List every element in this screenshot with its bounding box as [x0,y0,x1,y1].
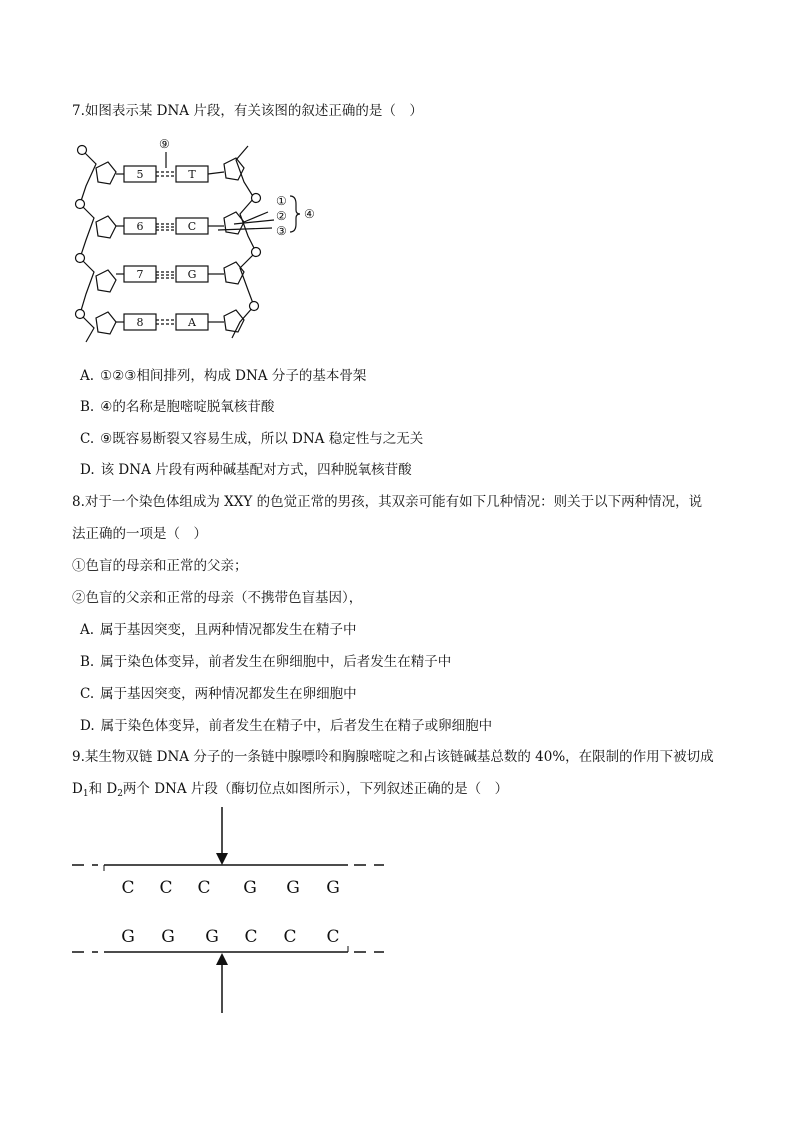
q7-option-d[interactable] [80,460,412,480]
q7-option-a-text: ①②③相间排列，构成 DNA 分子的基本骨架 [100,368,367,384]
q7-right-base-1: T [188,168,196,181]
q7-option-d-text: 该 DNA 片段有两种碱基配对方式，四种脱氧核苷酸 [100,462,412,478]
q7-left-base-2: 6 [136,220,144,233]
q7-label-3: ③ [276,224,287,238]
q8-option-a[interactable] [80,620,357,640]
q9-bottom-base-2: G [161,927,175,947]
q7-option-b-text: ④的名称是胞嘧啶脱氧核苷酸 [100,399,275,415]
q9-d1-sub: 1 [82,789,89,799]
q7-option-b-label: B. [80,399,95,415]
q7-stem: 7.如图表示某 DNA 片段，有关该图的叙述正确的是（ ） [72,103,423,119]
q8-stem-line2: 法正确的一项是（ ） [72,526,207,542]
q8-option-a-label: A. [80,622,95,638]
q7-left-base-3: 7 [136,268,144,281]
q7-option-d-label: D. [80,462,95,478]
q8-option-b[interactable] [80,652,451,672]
q9-bottom-base-1: G [121,927,135,947]
q7-option-a-label: A. [80,368,95,384]
q7-option-c[interactable] [80,429,423,449]
q9-bottom-base-3: G [205,927,219,947]
q7-label-2: ② [276,209,287,223]
q9-stem-rest: 两个 DNA 片段（酶切位点如图所示），下列叙述正确的是（ ） [122,781,509,797]
q7-option-c-label: C. [80,431,95,447]
q7-right-base-3: G [187,268,197,281]
q9-top-base-2: C [159,878,173,898]
q7-right-base-4: A [188,316,196,329]
q9-restriction-diagram [68,805,388,1015]
q8-option-a-text: 属于基因突变，且两种情况都发生在精子中 [100,622,357,638]
q8-option-c-text: 属于基因突变，两种情况都发生在卵细胞中 [100,686,357,702]
q7-label-1: ① [276,194,287,208]
q8-case-1: ①色盲的母亲和正常的父亲； [72,558,248,574]
q9-bottom-base-5: C [283,927,297,947]
q7-option-c-text: ⑨既容易断裂又容易生成，所以 DNA 稳定性与之无关 [100,431,424,447]
q7-right-base-2: C [187,220,197,233]
q8-option-d-text: 属于染色体变异，前者发生在精子中，后者发生在精子或卵细胞中 [100,718,493,734]
q8-option-b-text: 属于染色体变异，前者发生在卵细胞中，后者发生在精子中 [100,654,452,670]
q7-dna-diagram [68,138,328,353]
q8-option-d-label: D. [80,718,95,734]
q9-stem-line2 [72,779,508,804]
q9-stem-line1: 9.某生物双链 DNA 分子的一条链中腺嘌呤和胸腺嘧啶之和占该链碱基总数的 40%，在限制的作用下被切成 [72,749,714,765]
q7-label-4: ④ [304,207,315,221]
q9-top-base-6: G [326,878,340,898]
q8-stem-line1: 8.对于一个染色体组成为 XXY 的色觉正常的男孩，其双亲可能有如下几种情况：则关于以下两种情况，说 [72,494,703,510]
q9-top-base-3: C [197,878,211,898]
q7-left-base-4: 8 [136,316,144,329]
q9-top-base-4: G [243,878,257,898]
q8-option-c[interactable] [80,684,357,704]
q9-d2-sub: 2 [117,789,123,799]
q8-option-c-label: C. [80,686,95,702]
q9-bottom-base-6: C [326,927,340,947]
q9-and-d2: 和 D [88,781,118,797]
q8-option-b-label: B. [80,654,95,670]
q9-top-base-1: C [121,878,135,898]
q8-option-d[interactable] [80,716,492,736]
q9-bottom-base-4: C [244,927,258,947]
q7-option-b[interactable] [80,397,274,417]
q7-option-a[interactable] [80,366,366,386]
q9-top-base-5: G [286,878,300,898]
q7-left-base-1: 5 [136,168,144,181]
q9-d1: D [72,781,83,797]
q7-label-9: ⑨ [159,138,170,151]
q8-case-2: ②色盲的父亲和正常的母亲（不携带色盲基因）， [72,590,363,606]
